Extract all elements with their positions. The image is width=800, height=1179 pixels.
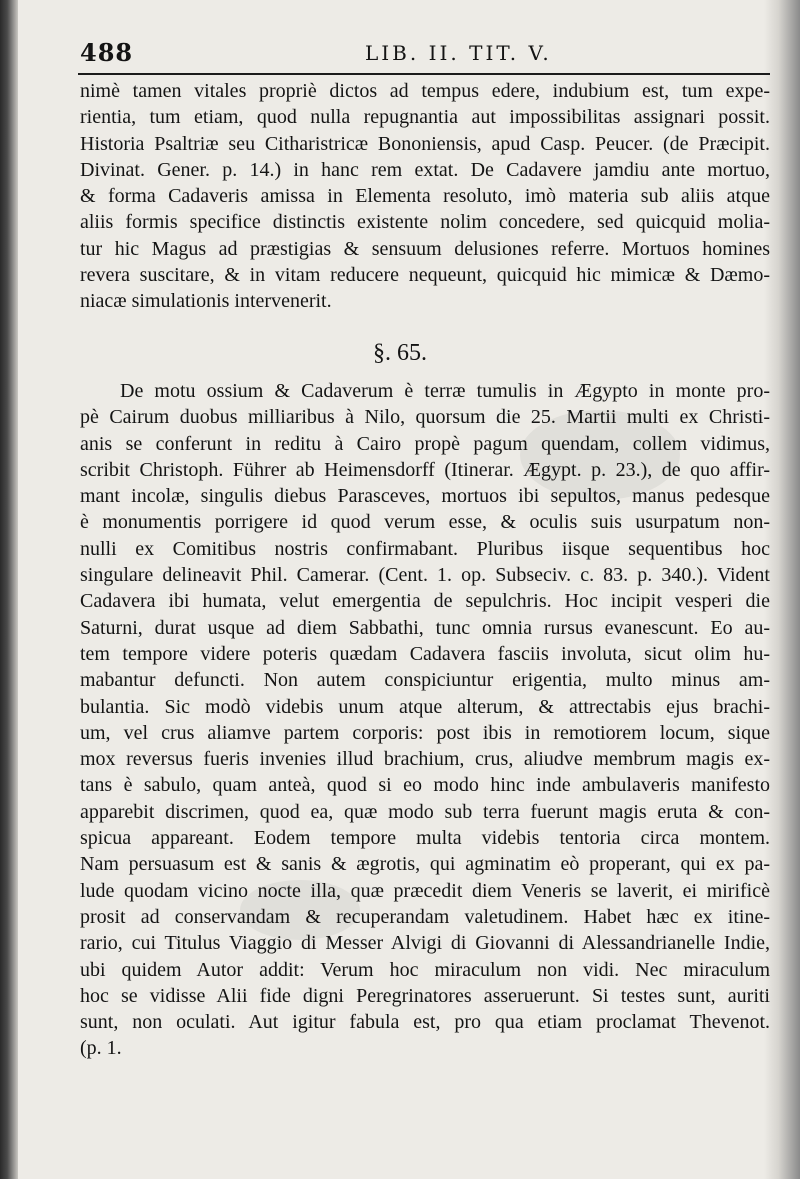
text-line: pè Cairum duobus milliaribus à Nilo, quorsum die 25. Martii multi ex Christi- [80, 406, 770, 429]
page-header [80, 38, 770, 72]
paragraph-two [80, 378, 770, 1062]
text-line: rario, cui Titulus Viaggio di Messer Alvigi di Giovanni di Alessandrianelle Indie, [80, 932, 770, 955]
text-line: spicua appareant. Eodem tempore multa videbis tentoria circa montem. [80, 827, 770, 850]
text-line: singulare delineavit Phil. Camerar. (Cent. 1. op. Subseciv. c. 83. p. 340.). Vident [80, 564, 770, 587]
header-rule [78, 73, 770, 75]
text-line: rientia, tum etiam, quod nulla repugnantia aut impossibilitas assignari possit. [80, 106, 770, 129]
text-line: aliis formis specifice distinctis existente nolim concedere, sed quicquid molia- [80, 211, 770, 234]
text-line: Historia Psaltriæ seu Citharistricæ Bononiensis, apud Casp. Peucer. (de Præcipit. [80, 132, 770, 155]
text-line: nulli ex Comitibus nostris confirmabant. Pluribus iisque sequentibus hoc [80, 537, 770, 560]
text-line: scribit Christoph. Führer ab Heimensdorff (Itinerar. Ægypt. p. 23.), de quo affir- [80, 458, 770, 481]
text-line: um, vel crus aliamve partem corporis: post ibis in remotiorem locum, sique [80, 721, 770, 744]
text-line: niacæ simulationis intervenerit. [80, 290, 332, 313]
paragraph-one [80, 78, 770, 315]
text-line: revera suscitare, & in vitam reducere nequeunt, quicquid hic mimicæ & Dæmo- [80, 264, 770, 287]
text-line: è monumentis porrigere id quod verum esse, & oculis suis usurpatum non- [80, 511, 770, 534]
text-line: mox reversus fueris invenies illud brachium, crus, aliudve membrum magis ex- [80, 748, 770, 771]
text-line: nimè tamen vitales propriè dictos ad tempus edere, indubium est, tum expe- [80, 80, 770, 102]
page-gutter-shadow [0, 0, 18, 1179]
text-line: bulantia. Sic modò videbis unum atque alterum, & attrectabis ejus brachi- [80, 695, 770, 718]
text-line: mant incolæ, singulis diebus Parasceves, mortuos ibi sepultos, manus pedesque [80, 485, 770, 508]
text-line: apparebit discrimen, quod ea, quæ modo sub terra fuerunt magis eruta & con- [80, 800, 770, 823]
text-line: sunt, non oculati. Aut igitur fabula est, pro qua etiam proclamat Thevenot. [80, 1011, 770, 1034]
text-line: & forma Cadaveris amissa in Elementa resoluto, imò materia sub aliis atque [80, 185, 770, 208]
text-line: tem tempore videre poteris quædam Cadavera fasciis involuta, sicut olim hu- [80, 642, 770, 665]
text-line: (p. 1. [80, 1037, 122, 1060]
text-line: tur hic Magus ad præstigias & sensuum delusiones referre. Mortuos homines [80, 237, 770, 260]
running-head: LIB. II. TIT. V. [365, 41, 552, 65]
page-number: 488 [80, 38, 134, 67]
text-line: hoc se vidisse Alii fide digni Peregrinatores asseruerunt. Si testes sunt, auriti [80, 984, 770, 1007]
text-line: De motu ossium & Cadaverum è terræ tumulis in Ægypto in monte pro- [120, 380, 770, 402]
paper-stain [520, 410, 680, 500]
text-line: tans è sabulo, quam anteà, quod si eo modo hinc inde ambulaveris manifesto [80, 774, 770, 797]
text-line: Divinat. Gener. p. 14.) in hanc rem extat. De Cadavere jamdiu ante mortuo, [80, 158, 770, 181]
text-line: Saturni, durat usque ad diem Sabbathi, tunc omnia rursus evanescunt. Eo au- [80, 616, 770, 639]
text-line: anis se conferunt in reditu à Cairo propè pagum quendam, collem vidimus, [80, 432, 770, 455]
text-line: lude quodam vicino nocte illa, quæ præcedit diem Veneris se laverit, ei mirificè [80, 879, 770, 902]
text-line: Nam persuasum est & sanis & ægrotis, qui agminatim eò properant, qui ex pa- [80, 853, 770, 876]
paper-stain [240, 880, 360, 940]
text-line: ubi quidem Autor addit: Verum hoc miraculum non vidi. Nec miraculum [80, 958, 770, 981]
text-line: prosit ad conservandam & recuperandam valetudinem. Habet hæc ex itine- [80, 905, 770, 928]
text-line: Cadavera ibi humata, velut emergentia de sepulchris. Hoc incipit vesperi die [80, 590, 770, 613]
section-heading: §. 65. [373, 340, 427, 366]
text-line: mabantur defuncti. Non autem conspiciuntur erigentia, multo minus am- [80, 669, 770, 692]
